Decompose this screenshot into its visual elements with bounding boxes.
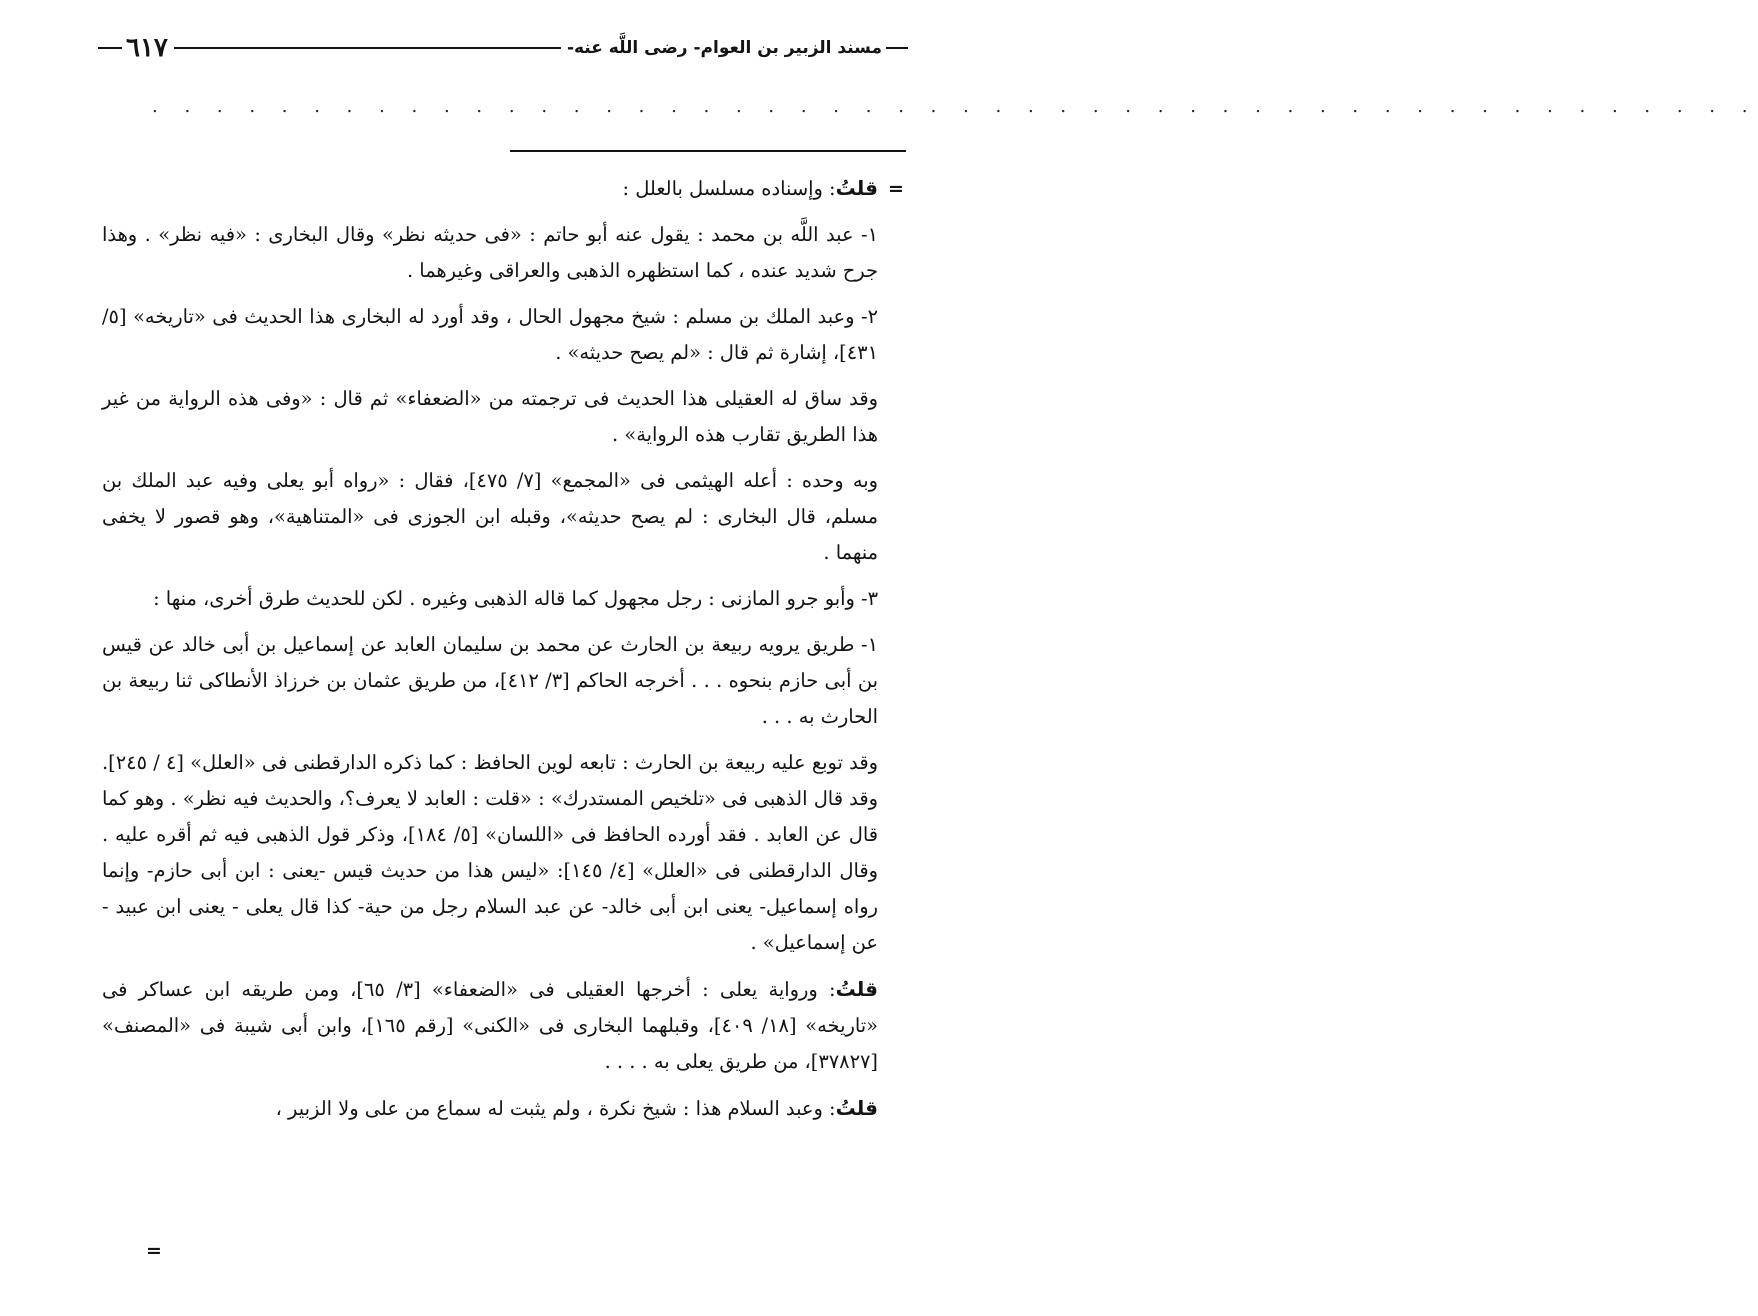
paragraph <box>102 627 878 735</box>
paragraph <box>102 581 878 617</box>
header-dash <box>98 47 122 49</box>
footnote-separator <box>510 150 906 152</box>
footnote-body <box>102 170 878 1137</box>
header-dash <box>886 47 908 49</box>
paragraph-text: ١- طريق يرويه ربيعة بن الحارث عن محمد بن سليمان العابد عن إسماعيل بن أبى خالد عن قيس بن أبى حازم بنحوه . . . أخرجه الحاكم [٣/ ٤١٢]، من طريق عثمان بن خرزاذ الأنطاكى ثنا ربيعة بن الحارث به . . . <box>102 633 878 728</box>
paragraph-text: وقد ساق له العقيلى هذا الحديث فى ترجمته من «الضعفاء» ثم قال : «وفى هذه الرواية من غير هذا الطريق تقارب هذه الرواية» . <box>102 387 878 446</box>
paragraph <box>102 170 878 207</box>
paragraph <box>102 1090 878 1127</box>
continuation-mark: = <box>146 1240 162 1262</box>
paragraph <box>102 299 878 371</box>
header-rule <box>174 47 561 49</box>
paragraph-text: وبه وحده : أعله الهيثمى فى «المجمع» [٧/ ٤٧٥]، فقال : «رواه أبو يعلى وفيه عبد الملك بن مسلم، قال البخارى : لم يصح حديثه»، وقبله ابن الجوزى فى «المتناهية»، وهو قصور لا يخفى منهما . <box>102 469 878 564</box>
omission-dots: . . . . . . . . . . . . . . . . . . . . . . . . . . . . . . . . . . . . . . . . . . . . . . . . . . <box>152 96 1758 117</box>
paragraph-text: : ورواية يعلى : أخرجها العقيلى فى «الضعفاء» [٣/ ٦٥]، ومن طريقه ابن عساكر فى «تاريخه» [١٨/ ٤٠٩]، وقبلهما البخارى فى «الكنى» [رقم ١٦٥]، وابن أبى شيبة فى «المصنف» [٣٧٨٢٧]، من طريق يعلى به . . . . <box>102 978 878 1073</box>
paragraph-lead: قلتُ <box>835 977 878 1001</box>
paragraph-text: : وعبد السلام هذا : شيخ نكرة ، ولم يثبت له سماع من على ولا الزبير ، <box>275 1097 836 1120</box>
paragraph <box>102 381 878 453</box>
running-title: مسند الزبير بن العوام- رضى اللَّه عنه- <box>566 38 882 58</box>
paragraph <box>102 745 878 961</box>
paragraph-text: ١- عبد اللَّه بن محمد : يقول عنه أبو حاتم : «فى حديثه نظر» وقال البخارى : «فيه نظر» . وهذا جرح شديد عنده ، كما استظهره الذهبى والعراقى وغيرهما . <box>102 223 878 282</box>
paragraph-text: وقد توبع عليه ربيعة بن الحارث : تابعه لوين الحافظ : كما ذكره الدارقطنى فى «العلل» [٤ / ٢٤٥]. وقد قال الذهبى فى «تلخيص المستدرك» : «قلت : العابد لا يعرف؟، والحديث فيه نظر» . وهو كما قال عن العابد . فقد أورده الحافظ فى «اللسان» [٥/ ١٨٤]، وذكر قول الذهبى فيه ثم أقره عليه . وقال الدارقطنى فى «العلل» [٤/ ١٤٥]: «ليس هذا من حديث قيس -يعنى : ابن أبى حازم- وإنما رواه إسماعيل- يعنى ابن أبى خالد- عن عبد السلام رجل من حية- كذا قال يعلى - يعنى ابن عبيد - عن إسماعيل» . <box>102 751 879 954</box>
page-number: ٦١٧ <box>126 33 168 63</box>
paragraph-text: ٢- وعبد الملك بن مسلم : شيخ مجهول الحال ، وقد أورد له البخارى هذا الحديث فى «تاريخه» [٥/ ٤٣١]، إشارة ثم قال : «لم يصح حديثه» . <box>102 305 878 364</box>
paragraph-text: ٣- وأبو جرو المازنى : رجل مجهول كما قاله الذهبى وغيره . لكن للحديث طرق أخرى، منها : <box>153 587 878 610</box>
paragraph-lead: قلتُ <box>835 1096 878 1120</box>
paragraph-lead: قلتُ <box>835 176 878 200</box>
paragraph <box>102 217 878 289</box>
paragraph <box>102 971 878 1080</box>
paragraph <box>102 463 878 571</box>
running-header <box>98 30 908 66</box>
continuation-mark: = <box>888 178 904 200</box>
paragraph-text: : وإسناده مسلسل بالعلل : <box>622 177 836 200</box>
